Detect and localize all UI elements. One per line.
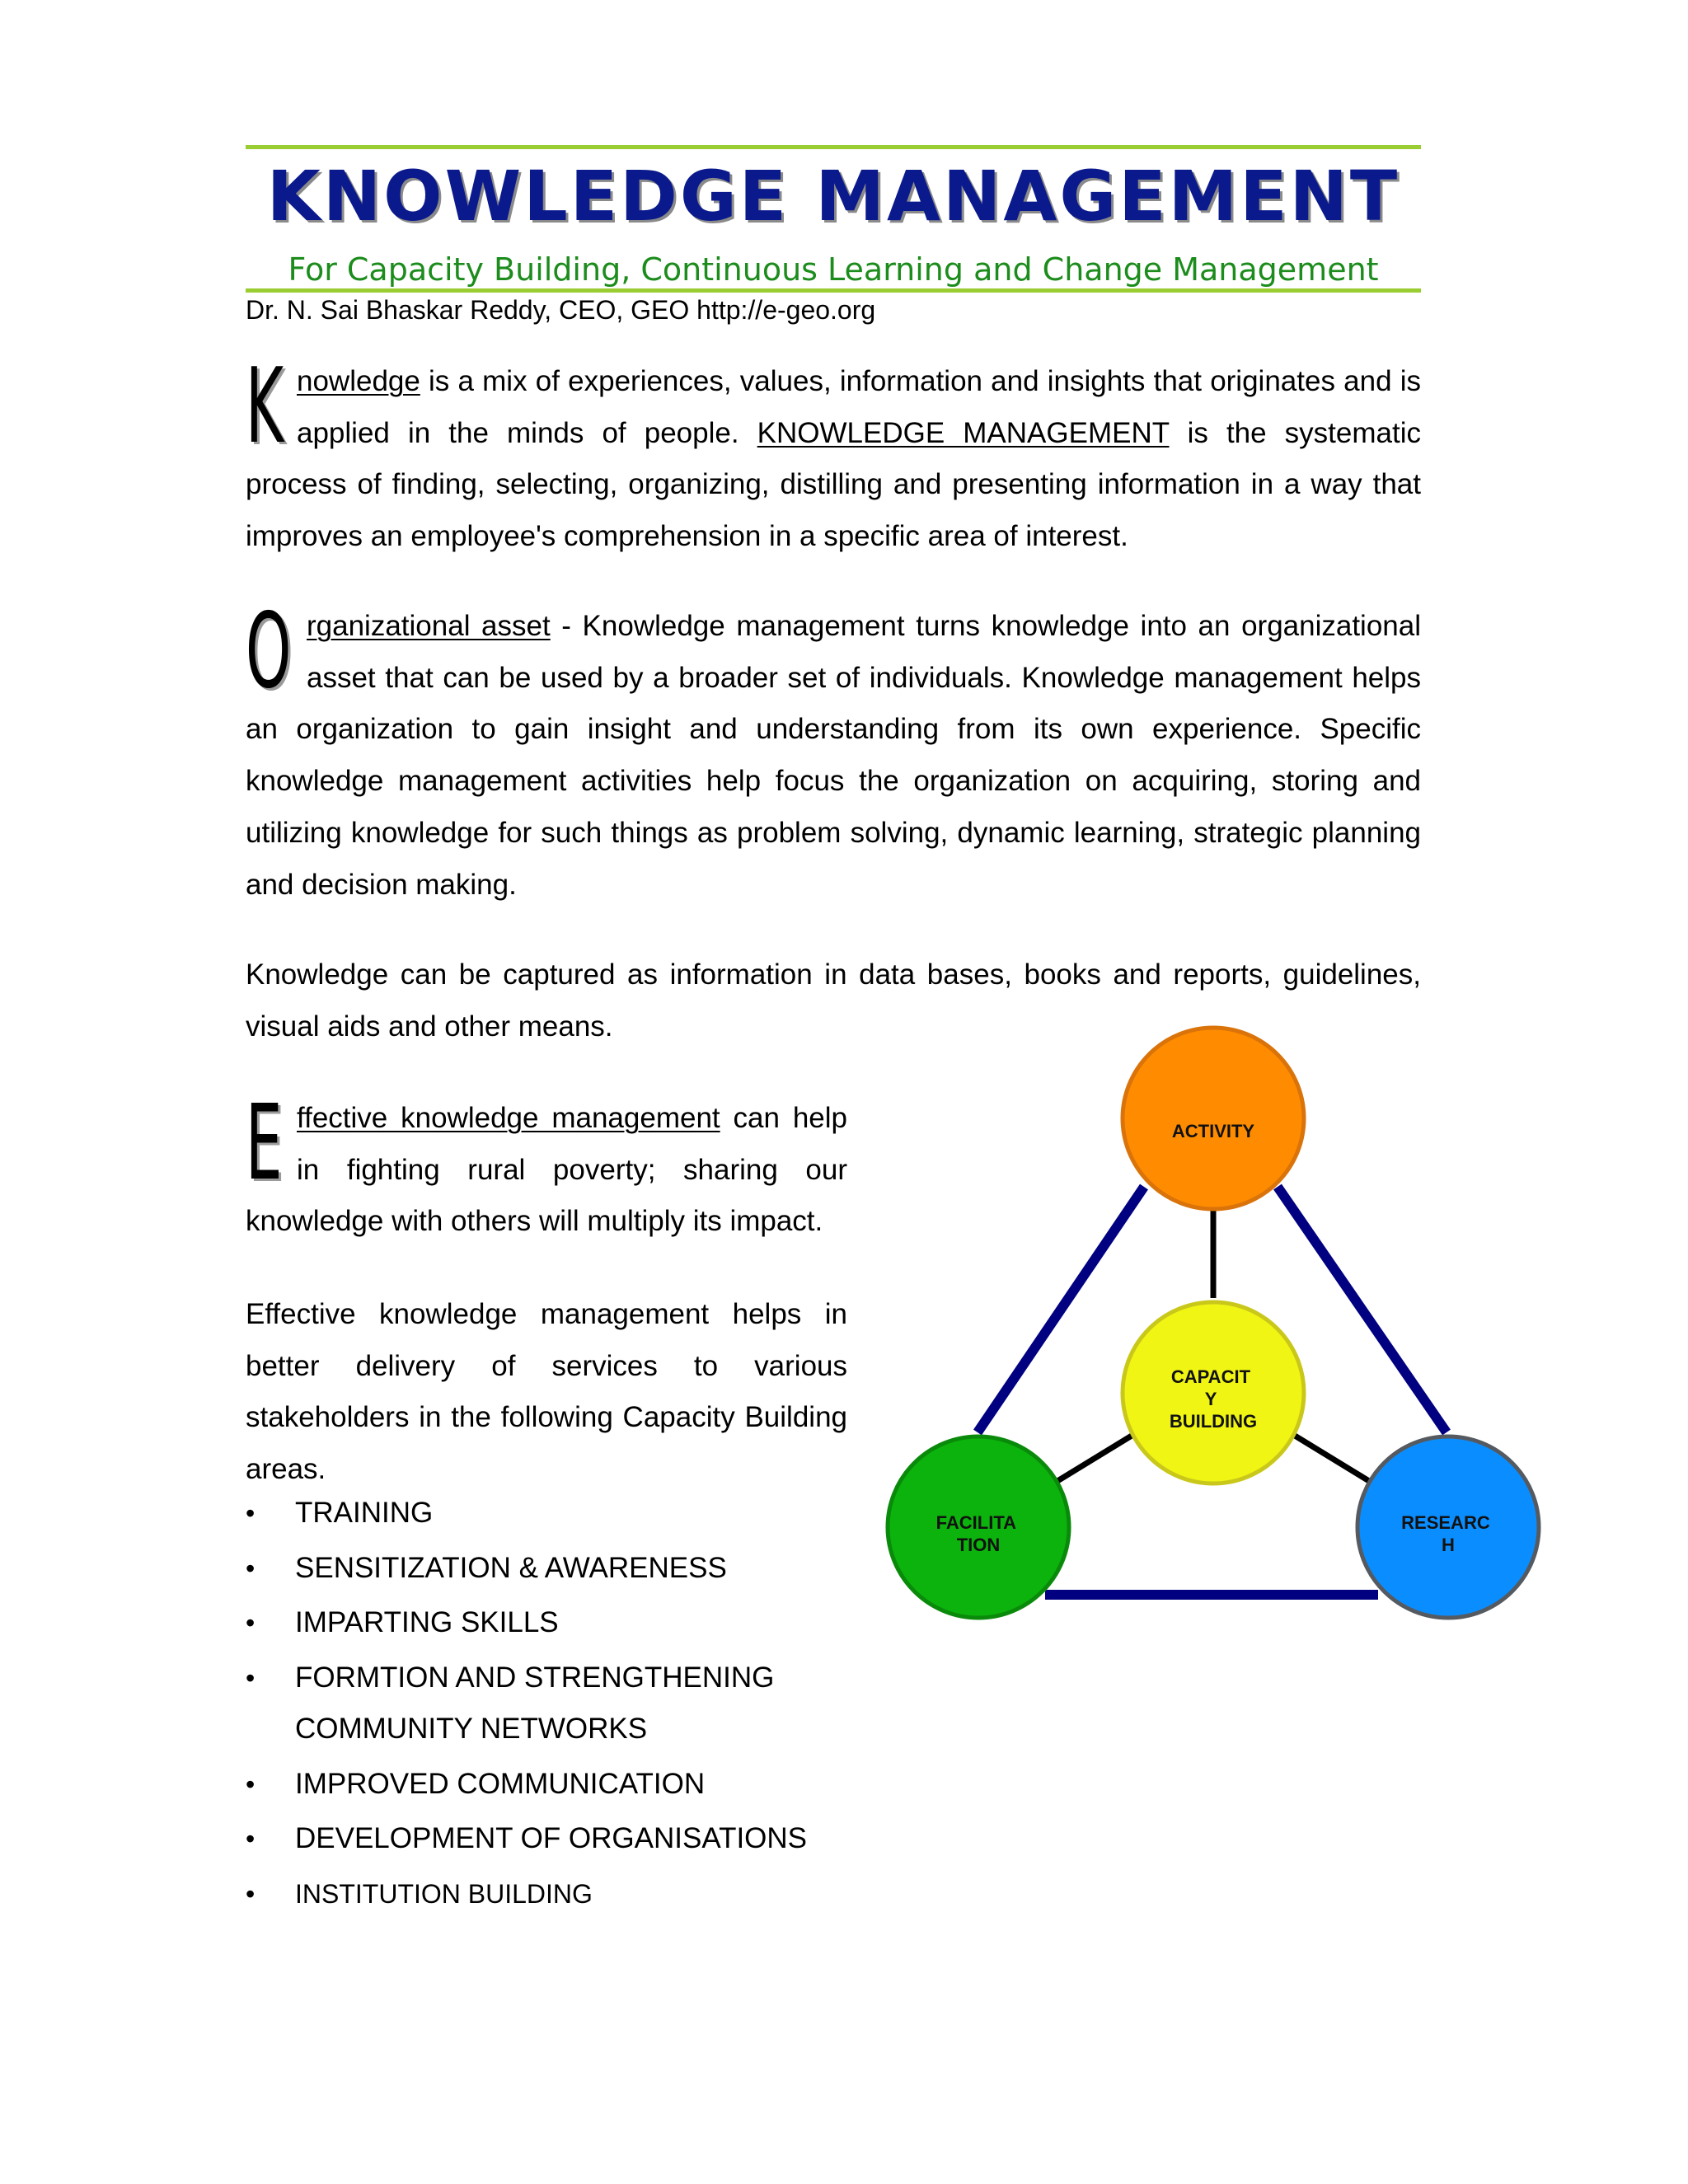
label-line: Y [1204,1389,1217,1409]
list-item: • IMPROVED COMMUNICATION [246,1759,872,1811]
label-line: CAPACIT [1170,1366,1251,1387]
paragraph-text: is the systematic process of finding, selecting, organizing, distilling and presenting information in a way that improves an employee's comprehension in a specific area of interest. [246,416,1421,553]
spoke-research [1295,1436,1369,1481]
label-line: FACILITA [935,1512,1016,1533]
label-activity [1172,1121,1255,1141]
label-line: ACTIVITY [1171,1121,1255,1141]
paragraph-effective-km [246,1082,847,1248]
label-line: RESEARC [1401,1512,1490,1533]
dropcap-k: K [246,345,284,466]
list-item: • FORMTION AND STRENGTHENING COMMUNITY NETWORKS [246,1652,872,1755]
paragraph-text: - Knowledge management turns knowledge into an organizational asset that can be used by a broader set of individuals. Knowledge management helps an organization to gain insight and understanding from its own experience. Specific knowledge management activities help focus the organization on acquiring, storing and utilizing knowledge for such things as problem solving, dynamic learning, strategic planning and decision making. [246,610,1422,901]
label-line: TION [956,1535,1001,1555]
capacity-areas-list [246,1488,872,1923]
paragraph-capture: Knowledge can be captured as information in data bases, books and reports, guidelines, visual aids and other means. [246,958,1421,1043]
paragraph-text: is a mix of experiences, values, information and insights that originates and is applied in the minds of people. [297,365,1421,449]
term-knowledge: nowledge [297,365,420,397]
label-line: H [1442,1535,1455,1555]
list-item: • DEVELOPMENT OF ORGANISATIONS [246,1813,872,1865]
subtitle-rule [246,288,1421,293]
term-effective-km: ffective knowledge management [297,1102,720,1134]
edge-activity-facilitation [978,1187,1144,1432]
paragraph-knowledge [246,345,1421,563]
paragraph-organizational-asset [246,590,1422,911]
capacity-building-diagram [874,1014,1550,1624]
list-item: • INSTITUTION BUILDING [246,1868,872,1920]
term-organizational-asset: rganizational asset [307,610,551,642]
dropcap-o: O [246,590,292,711]
term-knowledge-management: KNOWLEDGE MANAGEMENT [757,416,1170,449]
paragraph-capacity-building: Effective knowledge management helps in better delivery of services to various stakeholders in the following Capacity Building areas. [246,1298,847,1486]
list-item: • IMPARTING SKILLS [246,1597,872,1649]
node-activity [1123,1028,1304,1209]
list-item: • SENSITIZATION & AWARENESS [246,1543,872,1595]
top-rule [246,145,1421,149]
paragraph-text: can help in fighting rural poverty; sharing our knowledge with others will multiply its impact. [246,1102,847,1238]
label-line: BUILDING [1169,1411,1258,1432]
list-item: • TRAINING [246,1488,872,1540]
author-byline: Dr. N. Sai Bhaskar Reddy, CEO, GEO http://e-geo.org [246,295,876,325]
dropcap-e: E [246,1082,283,1203]
spoke-facilitation [1057,1436,1132,1481]
page-title: KNOWLEDGE MANAGEMENT [266,156,1400,237]
page-subtitle: For Capacity Building, Continuous Learning and Change Management [288,251,1379,288]
